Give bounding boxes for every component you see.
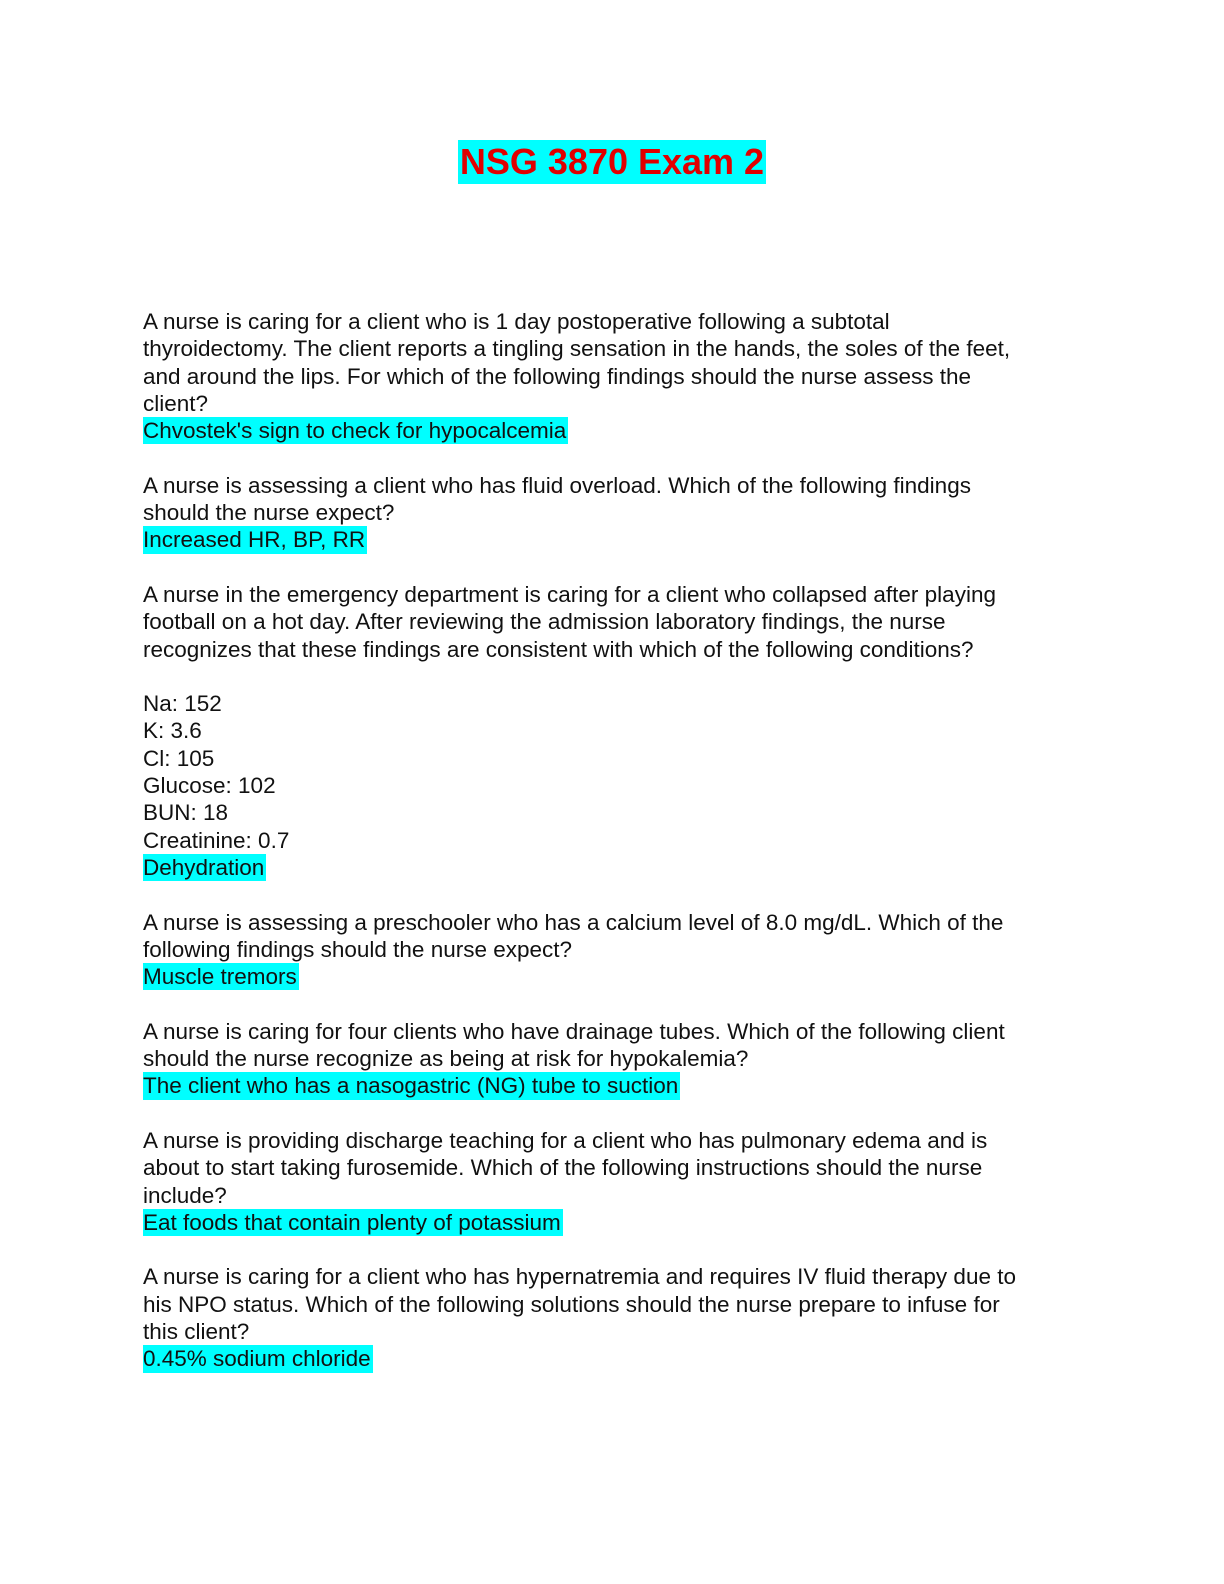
question-text	[143, 472, 1083, 527]
question-line: A nurse is caring for a client who is 1 day postoperative following a subtotal	[143, 309, 890, 334]
question-block	[143, 909, 1083, 991]
question-text	[143, 581, 1083, 663]
question-line: A nurse is providing discharge teaching for a client who has pulmonary edema and is	[143, 1127, 988, 1153]
question-line: thyroidectomy. The client reports a tingling sensation in the hands, the soles of the feet,	[143, 336, 1011, 362]
lab-value: Creatinine: 0.7	[143, 827, 290, 853]
question-line: A nurse is assessing a client who has fluid overload. Which of the following findings	[143, 472, 971, 498]
question-line: A nurse is caring for a client who has hypernatremia and requires IV fluid therapy due to	[143, 1264, 1016, 1290]
answer-highlight: 0.45% sodium chloride	[143, 1346, 371, 1372]
title-wrap	[0, 140, 1224, 184]
question-line: A nurse is assessing a preschooler who has a calcium level of 8.0 mg/dL. Which of the	[143, 909, 1004, 935]
lab-values	[143, 690, 1083, 854]
question-text	[143, 1018, 1083, 1073]
lab-value: Cl: 105	[143, 745, 215, 771]
question-line: should the nurse expect?	[143, 500, 395, 526]
question-text	[143, 909, 1083, 964]
question-line: recognizes that these findings are consistent with which of the following conditions?	[143, 636, 974, 662]
answer-highlight: Chvostek's sign to check for hypocalcemia	[143, 418, 567, 444]
question-block	[143, 472, 1083, 554]
answer-highlight: Dehydration	[143, 854, 265, 880]
question-line: A nurse in the emergency department is caring for a client who collapsed after playing	[143, 581, 996, 607]
question-text	[143, 308, 1083, 417]
question-text	[143, 1127, 1083, 1209]
lab-value: BUN: 18	[143, 800, 229, 826]
answer-highlight: Muscle tremors	[143, 964, 297, 990]
question-block	[143, 1127, 1083, 1236]
question-text	[143, 1263, 1083, 1345]
question-block	[143, 1018, 1083, 1100]
question-line: and around the lips. For which of the following findings should the nurse assess the	[143, 363, 971, 389]
question-block	[143, 581, 1083, 881]
question-line: football on a hot day. After reviewing the admission laboratory findings, the nurse	[143, 609, 946, 635]
answer-highlight: Increased HR, BP, RR	[143, 527, 366, 553]
lab-value: Na: 152	[143, 691, 222, 717]
question-line: this client?	[143, 1318, 250, 1344]
question-line: following findings should the nurse expect?	[143, 936, 573, 962]
answer-highlight: Eat foods that contain plenty of potassium	[143, 1209, 561, 1235]
question-block	[143, 308, 1083, 444]
lab-value: Glucose: 102	[143, 773, 276, 799]
page-title: NSG 3870 Exam 2	[459, 141, 765, 182]
question-block	[143, 1263, 1083, 1372]
answer-highlight: The client who has a nasogastric (NG) tube to suction	[143, 1073, 679, 1099]
lab-value: K: 3.6	[143, 718, 202, 744]
question-line: should the nurse recognize as being at risk for hypokalemia?	[143, 1046, 749, 1072]
question-line: client?	[143, 390, 209, 416]
question-line: A nurse is caring for four clients who have drainage tubes. Which of the following client	[143, 1018, 1005, 1044]
question-list	[143, 308, 1083, 1400]
question-line: include?	[143, 1182, 227, 1208]
question-line: his NPO status. Which of the following solutions should the nurse prepare to infuse for	[143, 1291, 1000, 1317]
question-line: about to start taking furosemide. Which of the following instructions should the nurse	[143, 1155, 983, 1181]
